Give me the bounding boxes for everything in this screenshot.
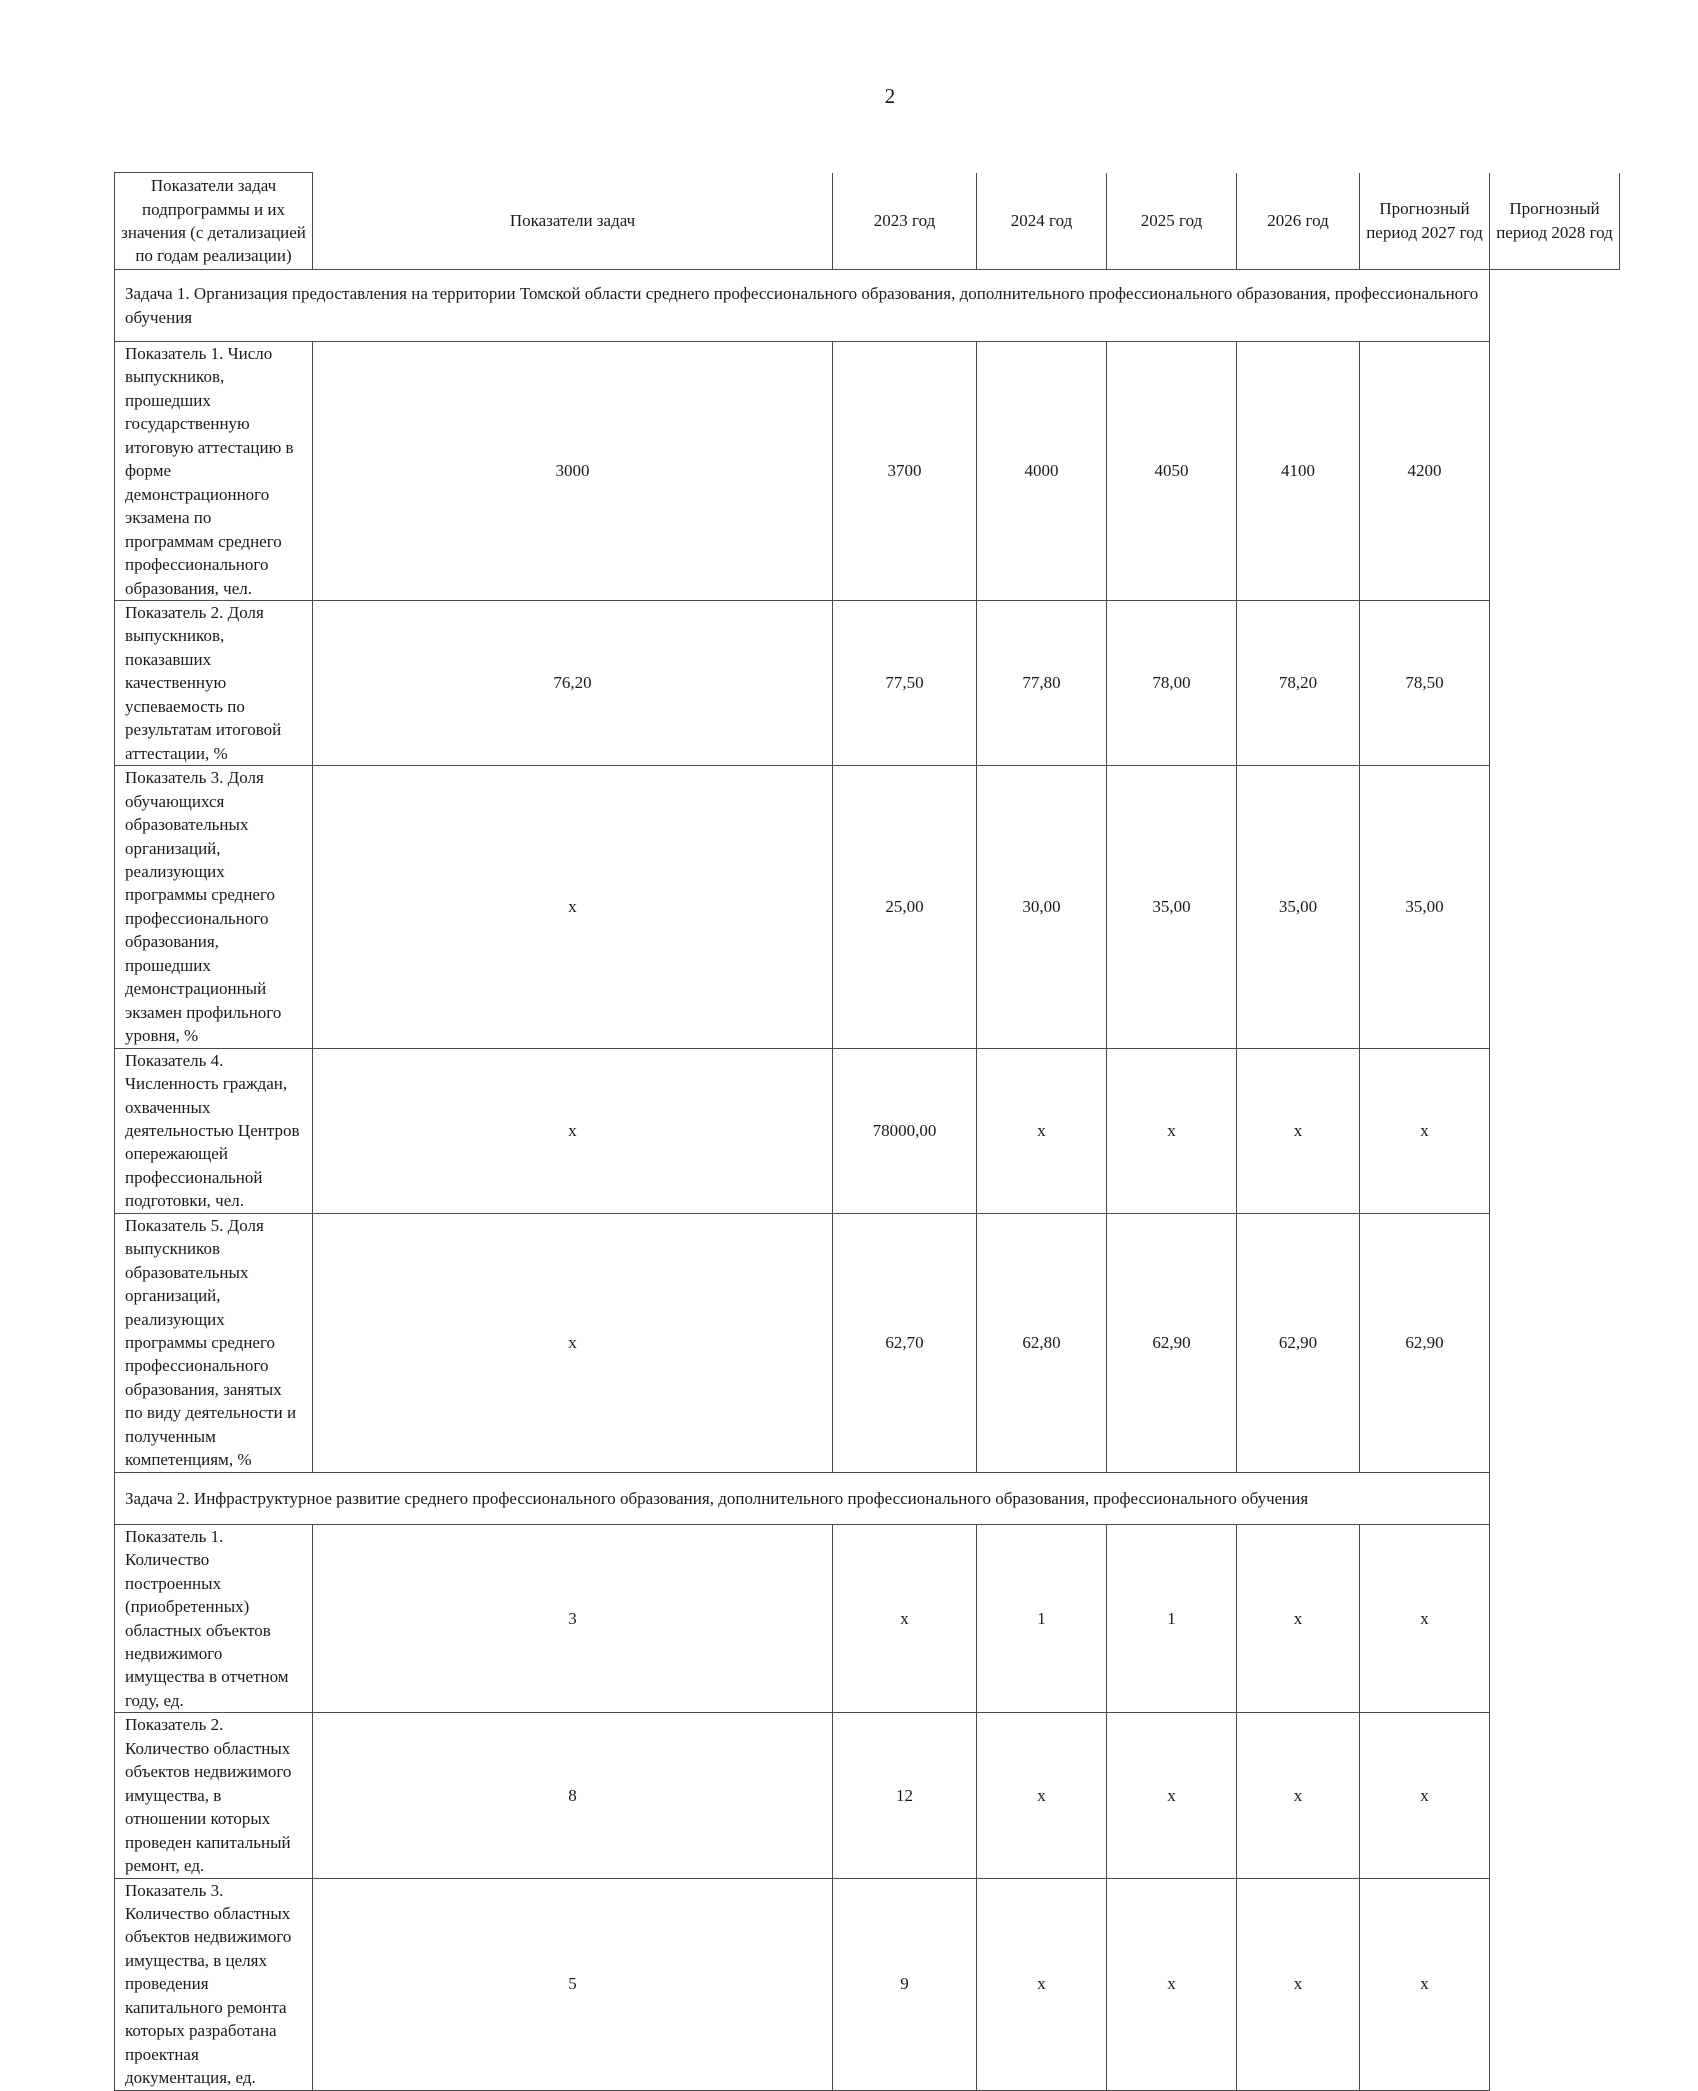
value-2024: 77,50: [833, 600, 977, 765]
value-2025: x: [977, 1048, 1107, 1213]
value-2028: x: [1360, 1713, 1490, 1878]
left-label: Показатели задач подпрограммы и их значения (с детализацией по годам реализации): [115, 173, 313, 270]
value-2023: 5: [313, 1878, 833, 2090]
value-2026: x: [1107, 1878, 1237, 2090]
table-row: [115, 600, 1620, 765]
indicator-name: Показатель 1. Количество построенных (приобретенных) областных объектов недвижимого имущества в отчетном году, ед.: [115, 1524, 313, 1713]
header-2024: 2024 год: [977, 173, 1107, 270]
value-2028: x: [1360, 1878, 1490, 2090]
header-2026: 2026 год: [1237, 173, 1360, 270]
value-2024: x: [833, 1524, 977, 1713]
value-2027: x: [1237, 1878, 1360, 2090]
value-2027: 62,90: [1237, 1213, 1360, 1472]
header-2028: Прогнозный период 2028 год: [1490, 173, 1620, 270]
value-2025: 4000: [977, 342, 1107, 601]
indicator-name: Показатель 1. Число выпускников, прошедших государственную итоговую аттестацию в форме демонстрационного экзамена по программам среднего профессионального образования, чел.: [115, 342, 313, 601]
value-2024: 12: [833, 1713, 977, 1878]
value-2027: 4100: [1237, 342, 1360, 601]
header-2023: 2023 год: [833, 173, 977, 270]
indicator-name: Показатель 2. Доля выпускников, показавших качественную успеваемость по результатам итоговой аттестации, %: [115, 600, 313, 765]
value-2023: 3000: [313, 342, 833, 601]
table-row: [115, 1713, 1620, 1878]
task-1-title: Задача 1. Организация предоставления на территории Томской области среднего профессионального образования, дополнительного профессионального образования, профессионального обучения: [115, 270, 1490, 342]
value-2028: 4200: [1360, 342, 1490, 601]
value-2025: 30,00: [977, 766, 1107, 1048]
value-2026: x: [1107, 1713, 1237, 1878]
value-2027: x: [1237, 1524, 1360, 1713]
page-number: 2: [884, 84, 896, 108]
value-2026: 1: [1107, 1524, 1237, 1713]
header-indicators: Показатели задач: [313, 173, 833, 270]
value-2027: 35,00: [1237, 766, 1360, 1048]
value-2023: x: [313, 1213, 833, 1472]
value-2023: x: [313, 1048, 833, 1213]
indicators-table: [114, 172, 1620, 2091]
indicator-name: Показатель 2. Количество областных объектов недвижимого имущества, в отношении которых проведен капитальный ремонт, ед.: [115, 1713, 313, 1878]
value-2023: 8: [313, 1713, 833, 1878]
value-2024: 78000,00: [833, 1048, 977, 1213]
value-2028: x: [1360, 1048, 1490, 1213]
value-2025: 62,80: [977, 1213, 1107, 1472]
header-2027: Прогнозный период 2027 год: [1360, 173, 1490, 270]
value-2026: 35,00: [1107, 766, 1237, 1048]
value-2025: 1: [977, 1524, 1107, 1713]
table-row: [115, 1048, 1620, 1213]
table-row: [115, 1524, 1620, 1713]
value-2028: 78,50: [1360, 600, 1490, 765]
value-2028: 35,00: [1360, 766, 1490, 1048]
value-2027: x: [1237, 1048, 1360, 1213]
value-2023: x: [313, 766, 833, 1048]
value-2026: 62,90: [1107, 1213, 1237, 1472]
value-2024: 25,00: [833, 766, 977, 1048]
value-2026: 78,00: [1107, 600, 1237, 765]
task-row: [115, 1472, 1620, 1524]
task-2-title: Задача 2. Инфраструктурное развитие среднего профессионального образования, дополнительного профессионального образования, профессионального обучения: [115, 1472, 1490, 1524]
table-row: [115, 766, 1620, 1048]
header-2025: 2025 год: [1107, 173, 1237, 270]
value-2027: 78,20: [1237, 600, 1360, 765]
value-2028: 62,90: [1360, 1213, 1490, 1472]
table-row: [115, 1213, 1620, 1472]
indicator-name: Показатель 4. Численность граждан, охваченных деятельностью Центров опережающей профессиональной подготовки, чел.: [115, 1048, 313, 1213]
value-2025: x: [977, 1713, 1107, 1878]
value-2025: 77,80: [977, 600, 1107, 765]
header-row: [115, 173, 1620, 270]
value-2023: 76,20: [313, 600, 833, 765]
value-2024: 9: [833, 1878, 977, 2090]
task-row: [115, 270, 1620, 342]
value-2028: x: [1360, 1524, 1490, 1713]
value-2025: x: [977, 1878, 1107, 2090]
value-2027: x: [1237, 1713, 1360, 1878]
table-row: [115, 342, 1620, 601]
table-row: [115, 1878, 1620, 2090]
value-2023: 3: [313, 1524, 833, 1713]
indicator-name: Показатель 3. Доля обучающихся образовательных организаций, реализующих программы среднего профессионального образования, прошедших демонстрационный экзамен профильного уровня, %: [115, 766, 313, 1048]
indicator-name: Показатель 5. Доля выпускников образовательных организаций, реализующих программы среднего профессионального образования, занятых по виду деятельности и полученным компетенциям, %: [115, 1213, 313, 1472]
value-2024: 62,70: [833, 1213, 977, 1472]
value-2024: 3700: [833, 342, 977, 601]
indicator-name: Показатель 3. Количество областных объектов недвижимого имущества, в целях проведения капитального ремонта которых разработана проектная документация, ед.: [115, 1878, 313, 2090]
value-2026: 4050: [1107, 342, 1237, 601]
value-2026: x: [1107, 1048, 1237, 1213]
